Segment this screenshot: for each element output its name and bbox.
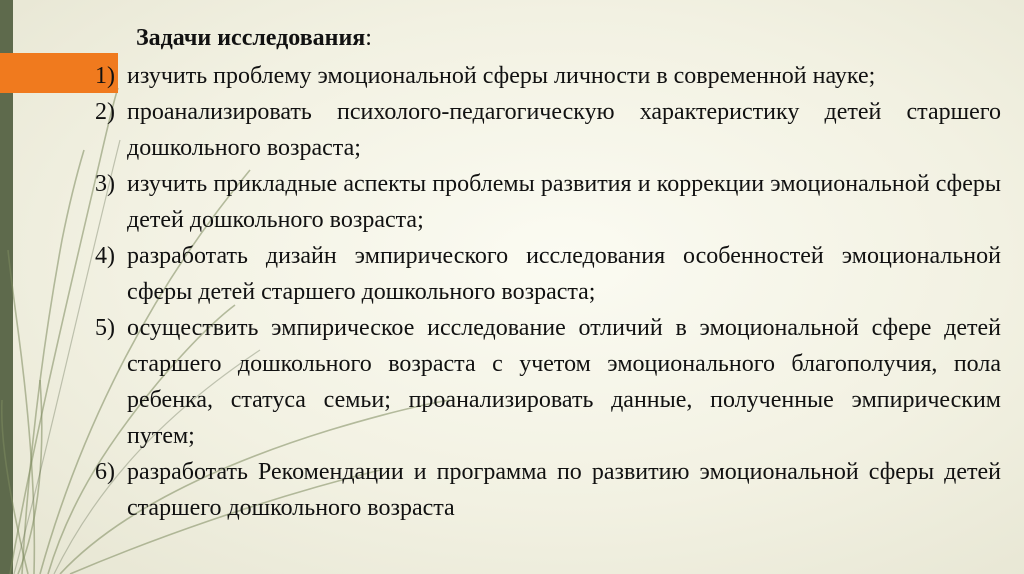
list-item	[95, 310, 1001, 454]
item-number: 3)	[95, 171, 115, 197]
item-number: 2)	[95, 99, 115, 125]
item-text: проанализировать психолого-педагогическую характеристику детей старшего дошкольного возраста;	[127, 99, 1001, 161]
title-bold: Задачи исследования	[136, 25, 366, 51]
list-item	[95, 58, 1001, 94]
item-text: разработать дизайн эмпирического исследования особенностей эмоциональной сферы детей старшего дошкольного возраста;	[127, 243, 1001, 305]
task-list	[95, 58, 1001, 526]
item-text: разработать Рекомендации и программа по развитию эмоциональной сферы детей старшего дошкольного возраста	[127, 459, 1001, 521]
title-colon: :	[365, 25, 372, 51]
item-text: изучить прикладные аспекты проблемы развития и коррекции эмоциональной сферы детей дошкольного возраста;	[127, 171, 1001, 233]
list-item	[95, 238, 1001, 310]
item-text: изучить проблему эмоциональной сферы личности в современной науке;	[127, 63, 876, 89]
item-number: 6)	[95, 459, 115, 485]
list-item	[95, 166, 1001, 238]
list-item	[95, 94, 1001, 166]
item-number: 5)	[95, 315, 115, 341]
item-number: 1)	[95, 63, 115, 89]
slide-title	[136, 22, 372, 54]
item-text: осуществить эмпирическое исследование отличий в эмоциональной сфере детей старшего дошкольного возраста с учетом эмоционального благополучия, пола ребенка, статуса семьи; проанализировать данные, полученные эмпирическим путем;	[127, 315, 1001, 449]
item-number: 4)	[95, 243, 115, 269]
list-item	[95, 454, 1001, 526]
